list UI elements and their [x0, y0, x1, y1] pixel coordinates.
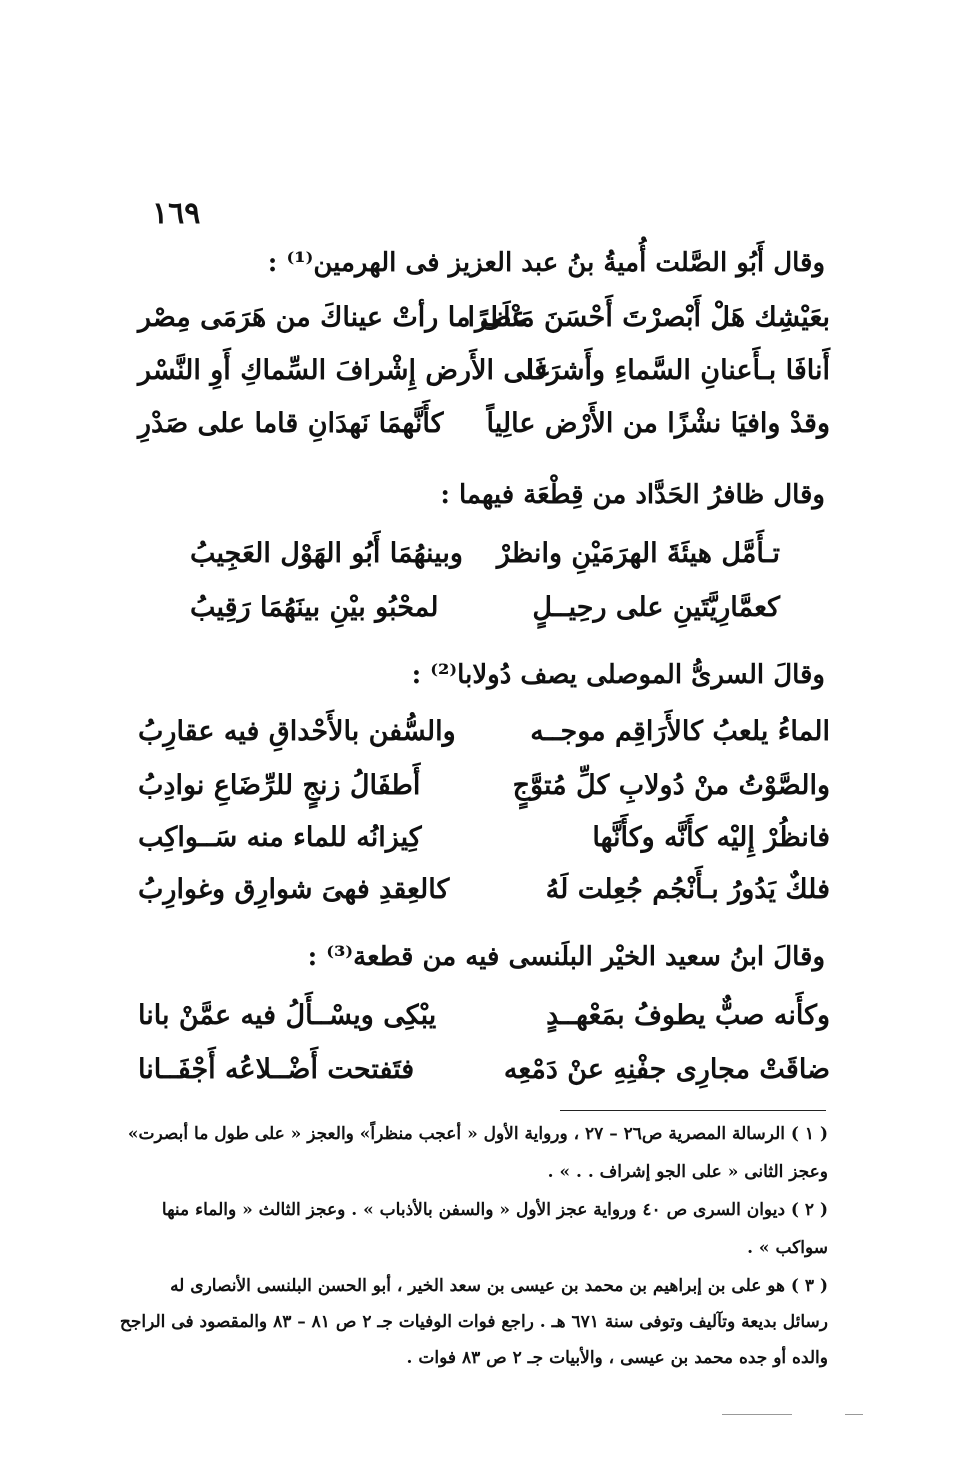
footnote-line: ( ١ ) الرسالة المصرية ص٢٦ – ٢٧ ، ورواية الأول « أعجب منظراً» والعجز « على طول ما أبصرت» — [127, 1124, 828, 1144]
footnote-rule — [560, 1110, 826, 1111]
verse-second-hemistich: كالعِقدِ فهىَ شوارِق وغوارِبُ — [138, 874, 450, 905]
verse-row — [138, 716, 830, 766]
verse-row — [190, 538, 780, 588]
verse-second-hemistich: على الأَرض إِشْرافَ السِّماكِ أَوِ النَّسْر — [138, 355, 551, 386]
footnote-line: ( ٢ ) ديوان السرى ص ٤٠ ورواية عجز الأول « والسفن بالأذباب » . وعجز الثالث « والماء منها — [161, 1200, 828, 1220]
verse-first-hemistich: بعَيْشِك هَلْ أَبْصرْتَ أَحْسَنَ مَنْظرًا — [467, 302, 830, 333]
footnote-line: رسائل بديعة وتآليف وتوفى سنة ٦٧١ هـ . راجع فوات الوفيات جـ ٢ ص ٨١ – ٨٣ والمقصود فى الراجح — [119, 1312, 828, 1332]
verse-first-hemistich: فلكٌ يَدُورُ بـأَنْجُم جُعِلت لَهُ — [545, 874, 830, 905]
section-heading-4: وقالَ ابنُ سعيد الخيْر البلَنسى فيه من قطعة⁽³⁾ : — [307, 942, 825, 972]
footnote-line: وعجز الثانى « على الجو إشراف . . » . — [547, 1162, 828, 1182]
verse-row — [138, 302, 830, 352]
verse-row — [138, 355, 830, 405]
scan-artifact-mark — [722, 1414, 792, 1415]
verse-first-hemistich: ضاقَتْ مجارِى جفْنِهِ عنْ دَمْعِه — [503, 1054, 830, 1085]
verse-second-hemistich: أَطفَالُ زنجٍ للرِّضَاعِ نوادِبُ — [138, 770, 421, 801]
verse-second-hemistich: كأَنَّهمَا نَهدَانِ قاما على صَدْرِ — [138, 408, 444, 439]
verse-first-hemistich: الماءُ يلعبُ كالأَرَاقِم موجــه — [530, 716, 830, 747]
section-heading-1: وقال أَبُو الصَّلت أُميةُ بنُ عبد العزيز فى الهرمين⁽¹⁾ : — [267, 248, 825, 278]
page-number: ١٦٩ — [152, 196, 201, 231]
verse-first-hemistich: والصَّوْتُ منْ دُولابِ كلِّ مُتوَّجٍ — [512, 770, 830, 801]
footnote-line: ( ٣ ) هو على بن إبراهيم بن محمد بن عيسى بن سعد الخير ، أبو الحسن البلنسى الأنصارى له — [170, 1276, 828, 1296]
verse-second-hemistich: وبينهُمَا أَبُو الهَوْل العَجِيبُ — [190, 538, 463, 569]
verse-row — [138, 1000, 830, 1050]
verse-second-hemistich: والسُّفن بالأَحْداقِ فيه عقارِبُ — [138, 716, 456, 747]
verse-first-hemistich: كعمَّارِيَّتَينِ على رحِيــلٍ — [532, 592, 780, 623]
section-heading-3: وقالَ السرىُّ الموصلى يصف دُولابا⁽²⁾ : — [411, 660, 825, 690]
section-heading-2: وقال ظافرُ الحَدَّاد من قِطْعَة فيهما : — [440, 480, 825, 510]
scan-artifact-mark — [845, 1414, 863, 1415]
verse-first-hemistich: فانظُرْ إِليْه كأَنَّه وكأَنَّها — [592, 822, 830, 853]
verse-row — [138, 874, 830, 924]
verse-first-hemistich: وكأَنه صبٌّ يطوفُ بمَعْهــدٍ — [546, 1000, 830, 1031]
verse-second-hemistich: علَى ما رأتْ عيناكَ من هَرَمَى مِصْر — [138, 302, 528, 333]
verse-row — [138, 770, 830, 820]
verse-row — [190, 592, 780, 642]
verse-row — [138, 1054, 830, 1104]
verse-row — [138, 408, 830, 458]
verse-second-hemistich: فتَفتحت أَضْــلاعُه أَجْفَــانا — [138, 1054, 415, 1085]
verse-row — [138, 822, 830, 872]
verse-first-hemistich: أَنافَا بـأَعنانِ السَّماءِ وأَشرَفَا — [525, 355, 830, 386]
verse-first-hemistich: تـأَمَّل هيئَةَ الهرَمَيْنِ وانظرْ — [496, 538, 780, 569]
verse-second-hemistich: لمحْبُو بيْنِ بينَهُمَا رَقِيبُ — [190, 592, 439, 623]
verse-second-hemistich: يبْكِى ويسْــأَلُ فيه عمَّنْ بانا — [138, 1000, 437, 1031]
verse-first-hemistich: وقدْ وافيَا نشْزًا من الأَرْض عالِياً — [486, 408, 830, 439]
verse-second-hemistich: كِيزانُه للماء منه سَــواكِب — [138, 822, 422, 853]
footnote-line: والده أو جده محمد بن عيسى ، والأبيات جـ ٢ ص ٨٣ فوات . — [406, 1348, 828, 1368]
footnote-line: سواكب » . — [747, 1238, 828, 1258]
